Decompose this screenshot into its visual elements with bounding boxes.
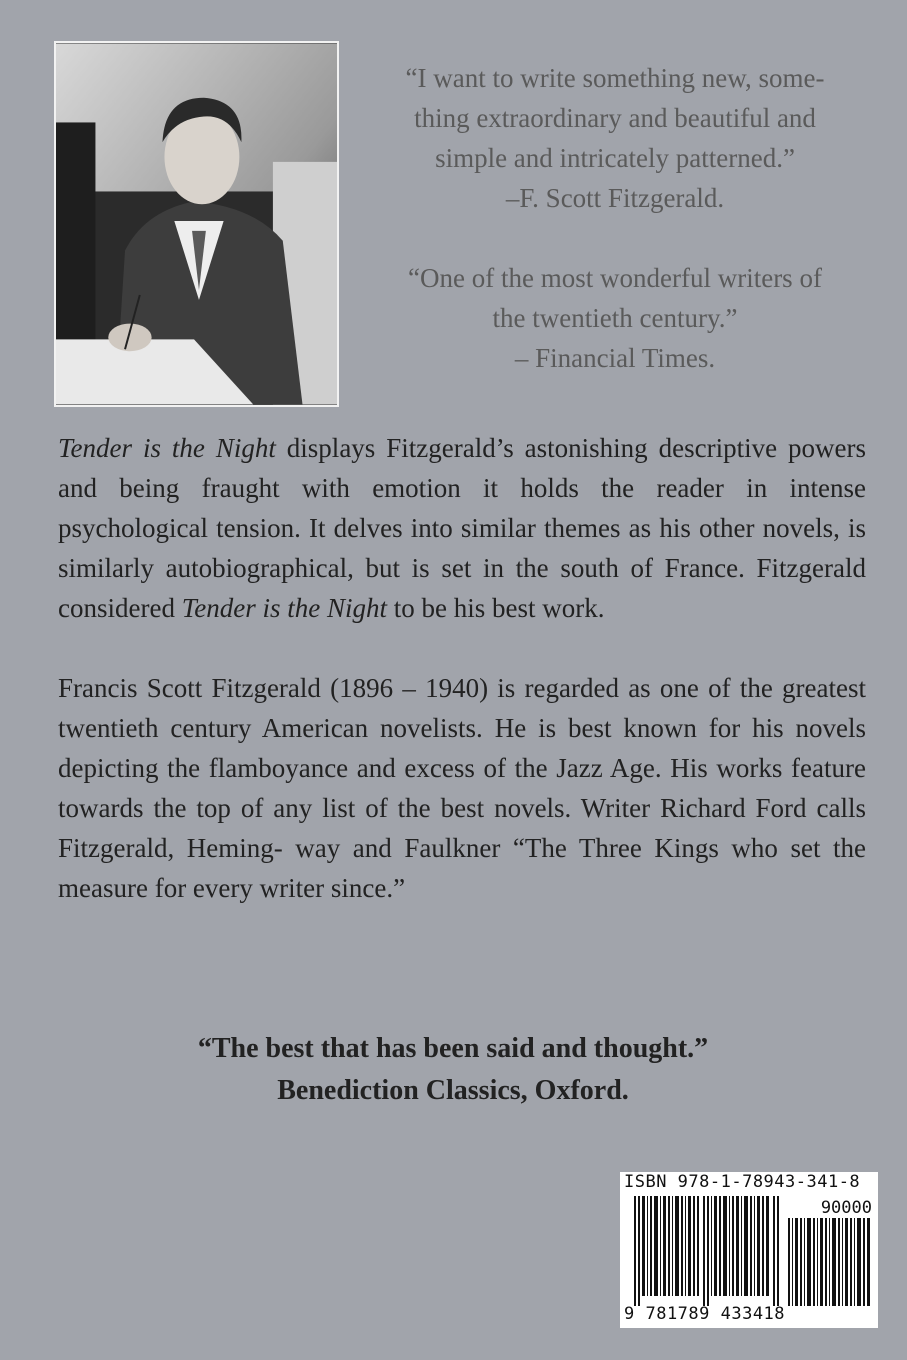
quote-line: thing extraordinary and beautiful and <box>414 103 816 133</box>
quote-line: the twentieth century.” <box>492 303 738 333</box>
quote-line: simple and intricately patterned.” <box>435 143 795 173</box>
isbn-barcode <box>620 1172 878 1328</box>
quotes-block <box>360 58 870 378</box>
author-portrait-icon <box>56 43 337 405</box>
isbn-number: ISBN 978-1-78943-341-8 <box>624 1172 861 1192</box>
quote-attribution: – Financial Times. <box>514 343 716 373</box>
price-barcode-icon <box>788 1218 872 1306</box>
quote-line: “One of the most wonderful writers of <box>408 263 822 293</box>
quote-attribution: –F. Scott Fitzgerald. <box>505 183 725 213</box>
author-photo <box>54 41 339 407</box>
book-title: Tender is the Night <box>181 593 387 623</box>
quote-line: “I want to write something new, some- <box>405 63 825 93</box>
ean-barcode-icon <box>634 1196 780 1306</box>
ean-number: 9 781789 433418 <box>624 1304 786 1324</box>
book-title: Tender is the Night <box>58 433 276 463</box>
description-paragraph-1: Tender is the Night displays Fitzgerald’s astonishing descriptive powers and being fraught with emotion it holds the reader in intense psychological tension. It delves into similar themes as his other novels, is similarly autobiographical, but is set in the south of France. Fitzgerald considered Tender is the Night to be his best work. <box>58 433 866 623</box>
price-code: 90000 <box>820 1198 872 1218</box>
publisher-tagline: “The best that has been said and thought.” Benediction Classics, Oxford. <box>197 1033 709 1106</box>
description-paragraph-2: Francis Scott Fitzgerald (1896 – 1940) is regarded as one of the greatest twentieth century American novelists. He is best known for his novels depicting the flamboyance and excess of the Jazz Age. His works feature towards the top of any list of the best novels. Writer Richard Ford calls Fitzgerald, Heming- way and Faulkner “The Three Kings who set the measure for every writer since.” <box>58 673 866 903</box>
description <box>58 428 866 948</box>
